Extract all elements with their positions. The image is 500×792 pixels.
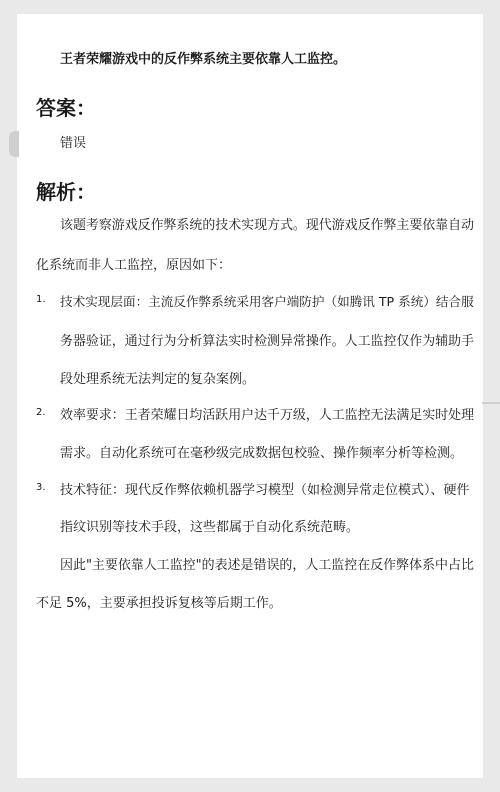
point-number: 1.: [36, 294, 46, 305]
point-line: 技术特征：现代反作弊依赖机器学习模型（如检测异常走位模式）、硬件: [60, 483, 470, 498]
intro-line: 化系统而非人工监控，原因如下：: [36, 258, 232, 273]
analysis-heading: 解析：: [36, 180, 96, 204]
point-line: 技术实现层面：主流反作弊系统采用客户端防护（如腾讯 TP 系统）结合服: [60, 294, 474, 309]
point-number: 3.: [36, 482, 46, 493]
side-tab-marker: [9, 131, 19, 157]
point-line: 务器验证，通过行为分析算法实时检测异常操作。人工监控仅作为辅助手: [60, 334, 475, 349]
point-line: 效率要求：王者荣耀日均活跃用户达千万级，人工监控无法满足实时处理: [60, 408, 475, 423]
edge-rule-marker: [482, 402, 500, 404]
point-line: 指纹识别等技术手段，这些都属于自动化系统范畴。: [60, 520, 360, 535]
point-number: 2.: [36, 407, 46, 418]
conclusion-line: 不足 5%，主要承担投诉复核等后期工作。: [36, 596, 282, 611]
answer-text: 错误: [60, 136, 87, 151]
intro-line: 该题考察游戏反作弊系统的技术实现方式。现代游戏反作弊主要依靠自动: [60, 218, 475, 233]
question-text: 王者荣耀游戏中的反作弊系统主要依靠人工监控。: [60, 52, 347, 67]
answer-heading: 答案：: [36, 96, 96, 120]
point-line: 需求。自动化系统可在毫秒级完成数据包校验、操作频率分析等检测。: [60, 446, 464, 461]
document-page: [17, 14, 483, 778]
conclusion-line: 因此"主要依靠人工监控"的表述是错误的，人工监控在反作弊体系中占比: [60, 558, 474, 573]
point-line: 段处理系统无法判定的复杂案例。: [60, 372, 256, 387]
